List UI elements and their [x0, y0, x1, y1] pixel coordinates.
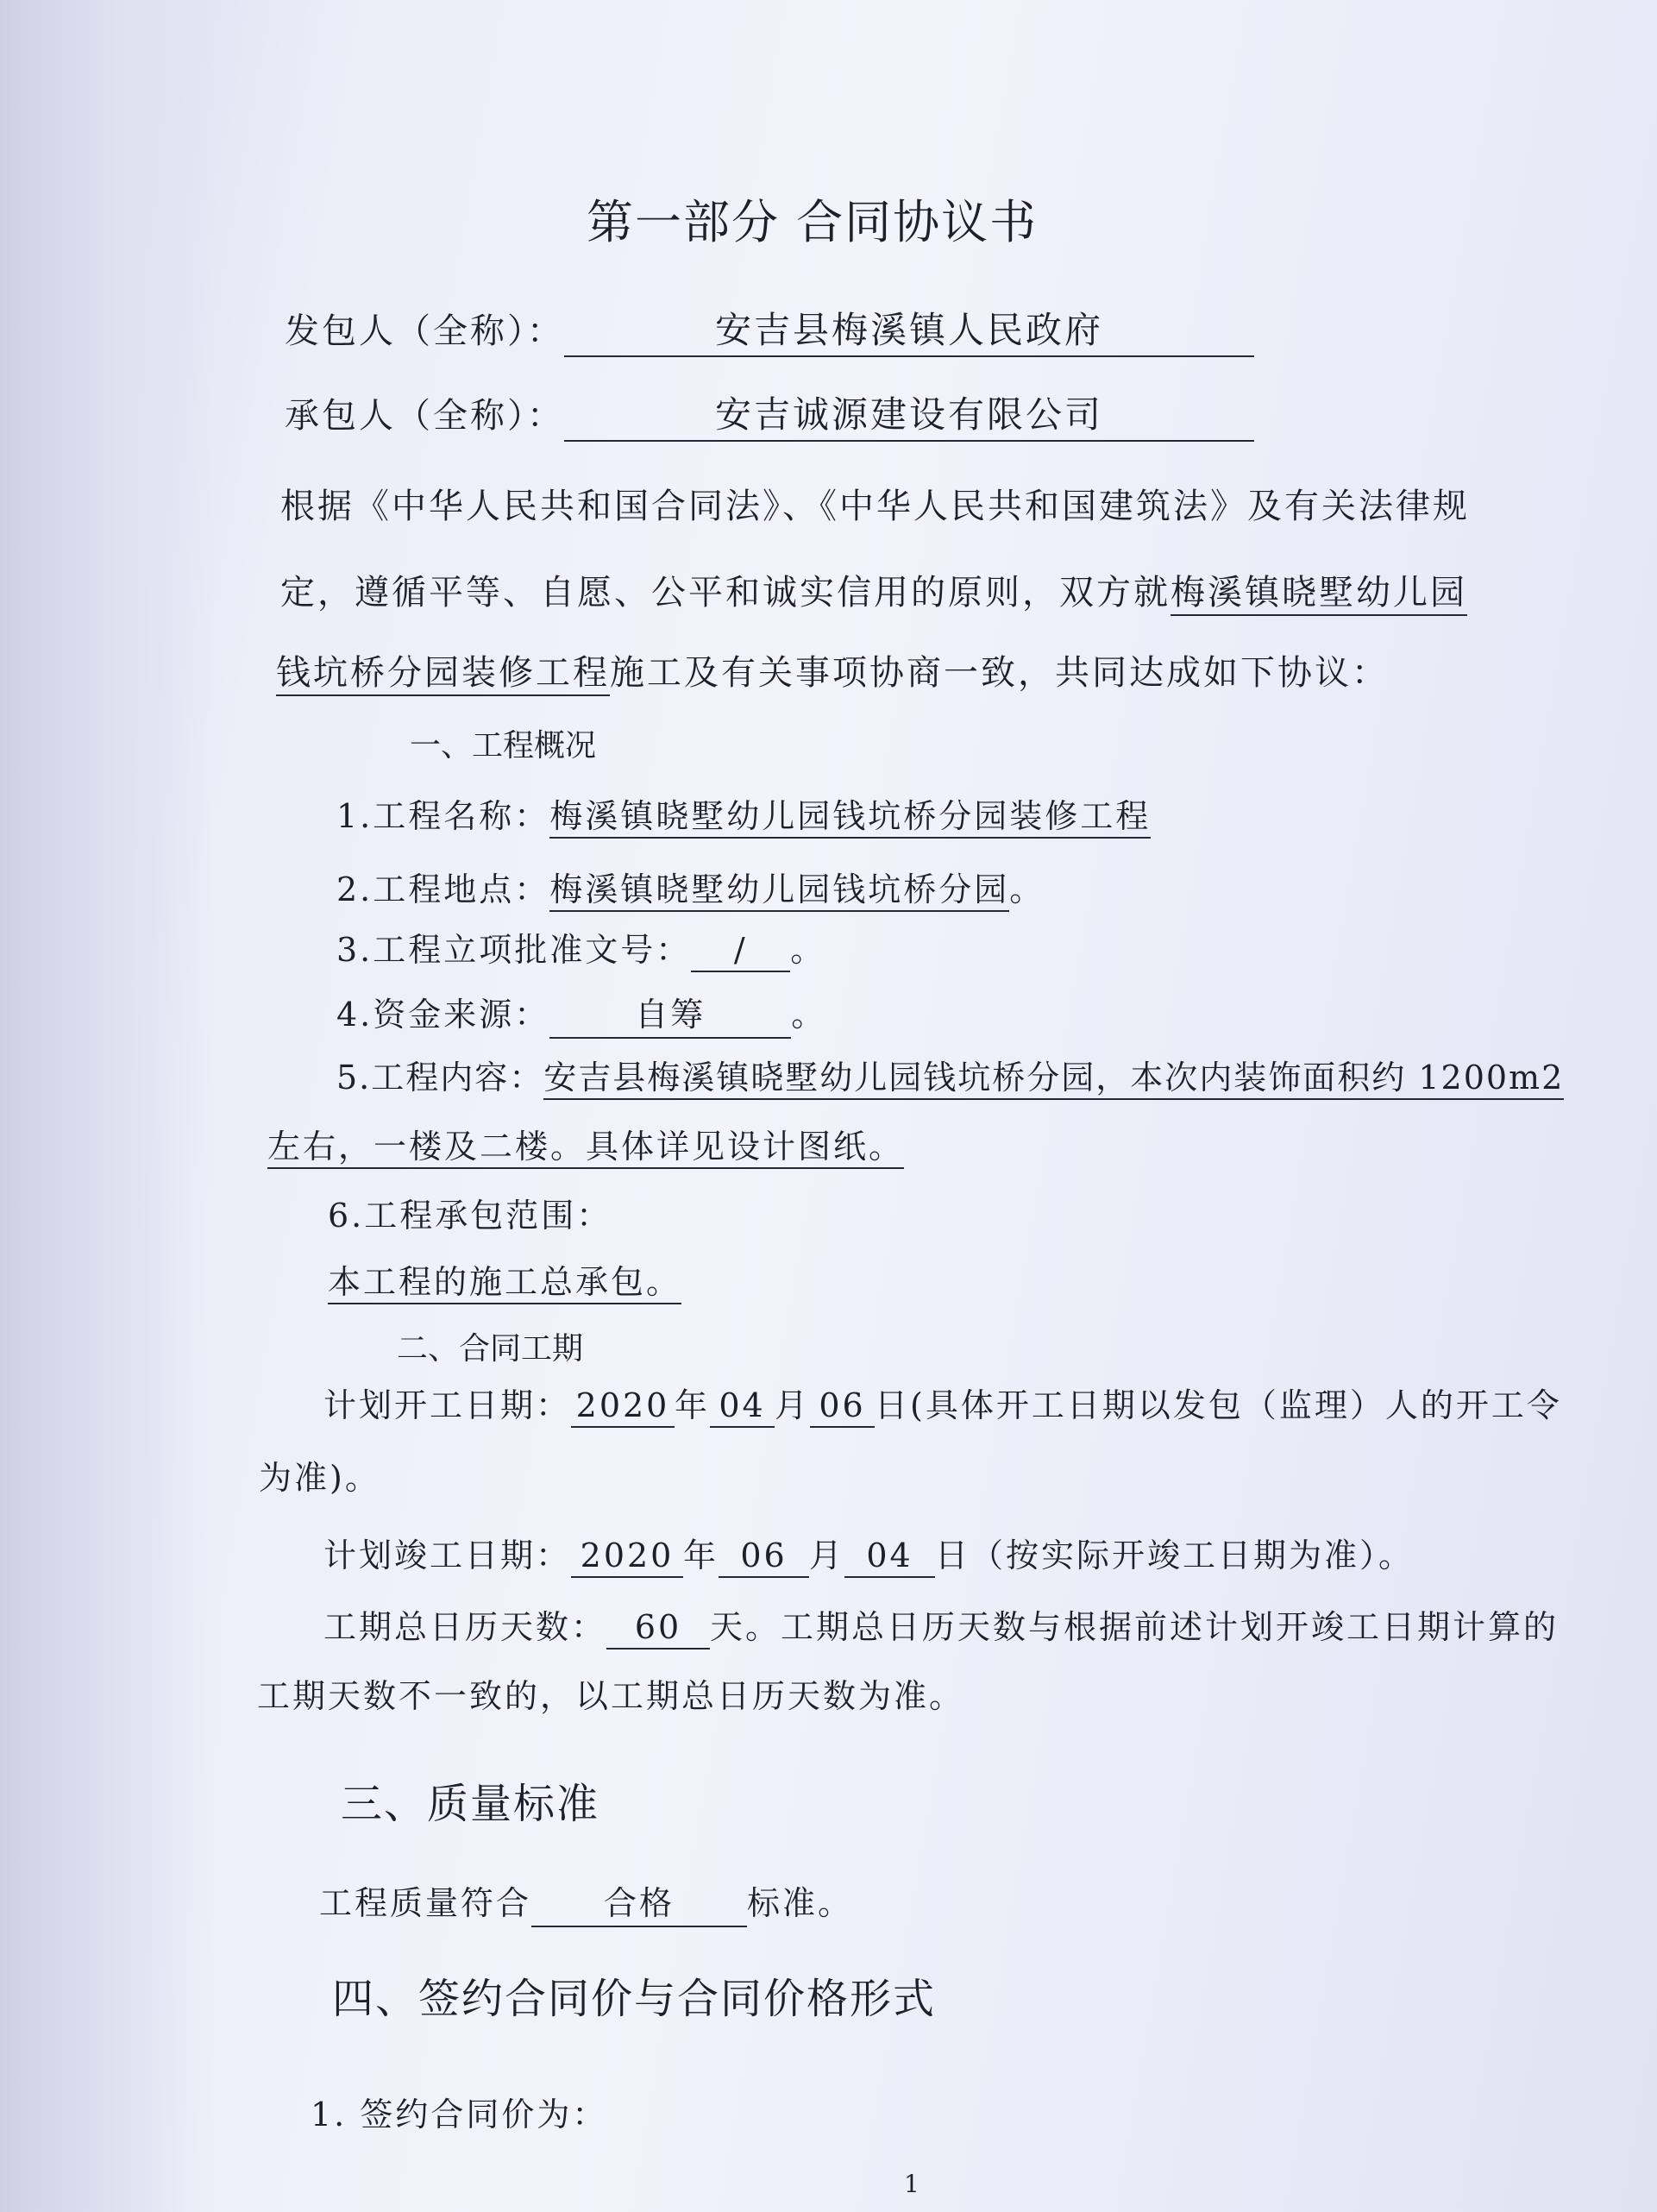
scope-label: 6.工程承包范围：	[328, 1197, 612, 1235]
funding-source-value: 自筹	[549, 988, 791, 1039]
funding-source-row: 4.资金来源： 自筹 。	[336, 988, 826, 1039]
section-heading: 一、工程概况	[410, 728, 597, 764]
approval-number-row: 3.工程立项批准文号： / 。	[336, 923, 825, 972]
employer-label: 发包人（全称）：	[285, 311, 564, 351]
scope-value: 本工程的施工总承包。	[328, 1263, 681, 1304]
contractor-label: 承包人（全称）：	[285, 396, 564, 436]
preamble-text: 施工及有关事项协商一致，共同达成如下协议：	[610, 653, 1389, 693]
page-number: 1	[904, 2170, 920, 2198]
section-heading: 三、质量标准	[341, 1780, 600, 1828]
total-days-note: 工期天数不一致的，以工期总日历天数为准。	[257, 1677, 965, 1715]
quality-value: 合格	[531, 1876, 747, 1927]
field-label: 5.工程内容：	[336, 1059, 544, 1097]
preamble-line-1: 根据《中华人民共和国合同法》、《中华人民共和国建筑法》及有关法律规	[280, 487, 1470, 526]
field-label: 3.工程立项批准文号：	[336, 931, 692, 969]
contract-price-label: 1. 签约合同价为：	[311, 2096, 608, 2133]
planned-start-row: 计划开工日期： 2020 年 04 月 06 日(具体开工日期以发包（监理）人的开工令	[323, 1379, 1562, 1428]
planned-end-row: 计划竣工日期： 2020 年 06 月 04 日（按实际开竣工日期为准）。	[323, 1529, 1414, 1578]
field-label: 计划竣工日期：	[323, 1536, 572, 1574]
project-content-value: 左右，一楼及二楼。具体详见设计图纸。	[267, 1128, 904, 1169]
field-label: 工期总日历天数：	[323, 1608, 607, 1646]
binding-shadow	[0, 0, 216, 2212]
section-heading: 二、合同工期	[397, 1331, 584, 1367]
field-label: 1.工程名称：	[336, 797, 550, 835]
field-label: 工程质量符合	[319, 1884, 532, 1922]
field-label: 2.工程地点：	[336, 870, 550, 908]
project-content-value: 安吉县梅溪镇晓墅幼儿园钱坑桥分园，本次内装饰面积约 1200m2	[543, 1059, 1564, 1100]
start-month: 04	[710, 1386, 775, 1428]
project-name-value: 梅溪镇晓墅幼儿园钱坑桥分园装修工程	[549, 797, 1151, 839]
quality-row: 工程质量符合 合格 标准。	[319, 1876, 853, 1927]
project-location-value: 梅溪镇晓墅幼儿园钱坑桥分园	[549, 870, 1009, 912]
total-days-row: 工期总日历天数： 60 天。工期总日历天数与根据前述计划开竣工日期计算的	[323, 1600, 1559, 1650]
total-days-value: 60	[606, 1608, 710, 1650]
field-label: 4.资金来源：	[336, 996, 550, 1034]
scope-row	[328, 1255, 681, 1303]
contractor-name: 安吉诚源建设有限公司	[564, 386, 1254, 442]
start-year: 2020	[571, 1386, 675, 1428]
employer-name: 安吉县梅溪镇人民政府	[564, 302, 1254, 357]
end-day: 04	[844, 1536, 935, 1578]
start-day: 06	[810, 1386, 875, 1428]
page-title: 第一部分 合同协议书	[587, 195, 1039, 249]
project-name-row	[336, 789, 1151, 837]
preamble-line-3	[276, 645, 1389, 694]
project-location-row: 2.工程地点：梅溪镇晓墅幼儿园钱坑桥分园。	[336, 863, 1045, 910]
project-content-row	[336, 1051, 1564, 1098]
preamble-line-2	[280, 565, 1467, 614]
approval-number-value: /	[691, 931, 790, 972]
planned-start-note: 为准)。	[259, 1459, 380, 1497]
section-heading: 四、签约合同价与合同价格形式	[332, 1975, 937, 2023]
field-label: 计划开工日期：	[323, 1386, 572, 1424]
employer-row	[285, 302, 1254, 357]
preamble-project-name: 梅溪镇晓墅幼儿园	[1171, 573, 1467, 616]
end-month: 06	[719, 1536, 809, 1578]
contractor-row	[285, 386, 1254, 442]
preamble-text: 定，遵循平等、自愿、公平和诚实信用的原则，双方就	[280, 573, 1171, 613]
project-content-row-2	[267, 1120, 904, 1167]
preamble-project-name: 钱坑桥分园装修工程	[276, 653, 610, 696]
end-year: 2020	[571, 1536, 683, 1578]
